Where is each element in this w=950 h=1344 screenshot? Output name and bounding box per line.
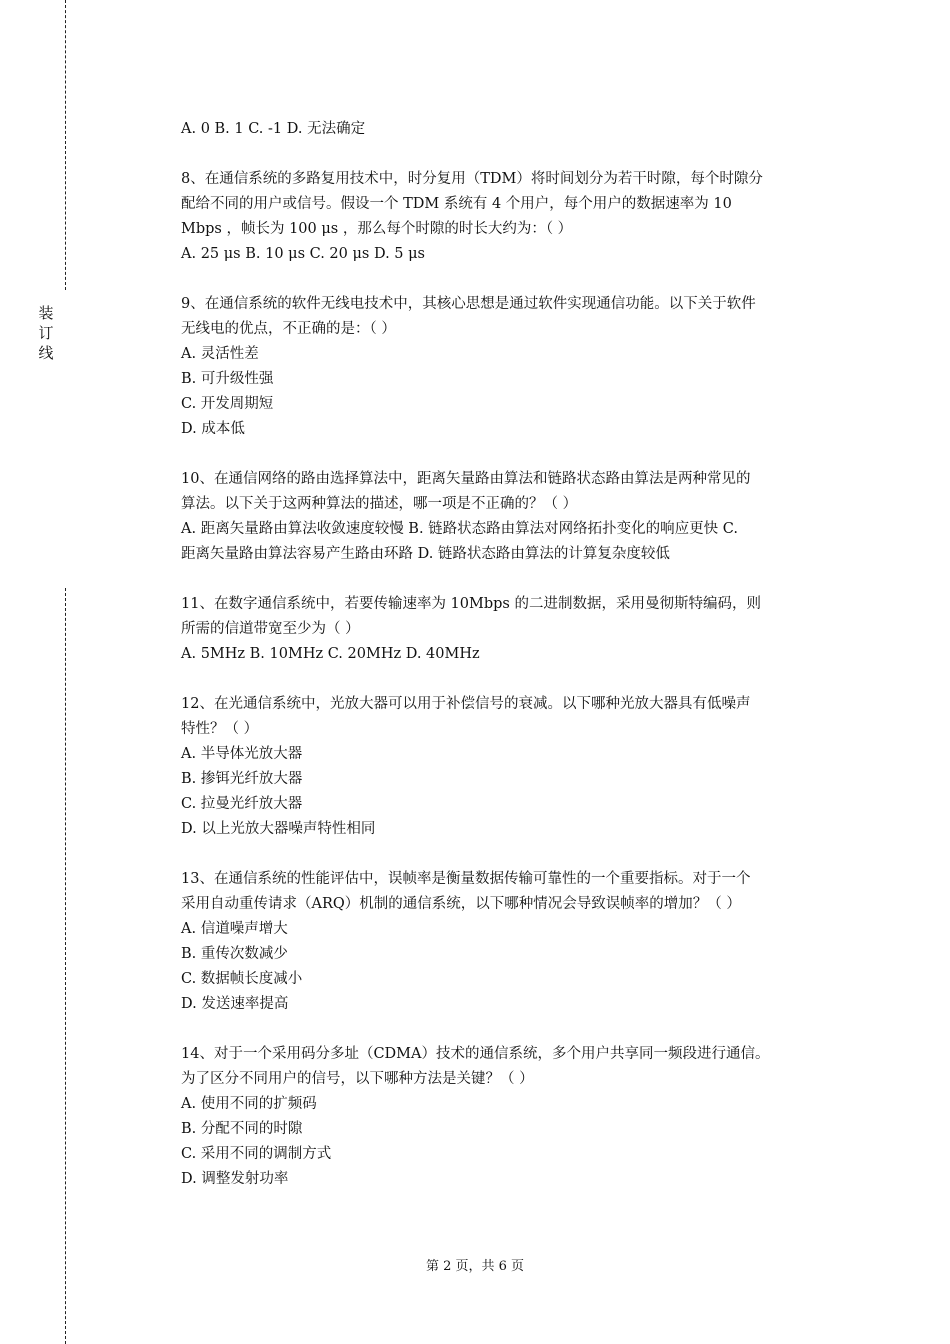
option-a: A. 灵活性差 bbox=[181, 346, 259, 362]
question-stem: 8、在通信系统的多路复用技术中，时分复用（TDM）将时间划分为若干时隙，每个时隙分 bbox=[181, 171, 763, 187]
question-9 bbox=[181, 292, 841, 442]
question-content bbox=[181, 117, 841, 1192]
q7-options: A. 0 B. 1 C. -1 D. 无法确定 bbox=[181, 121, 366, 137]
question-stem: 特性？（ ） bbox=[181, 721, 259, 737]
binding-label-text: 装 订 线 bbox=[38, 304, 54, 362]
question-options: A. 25 μs B. 10 μs C. 20 μs D. 5 μs bbox=[181, 246, 425, 262]
binding-label bbox=[37, 303, 55, 363]
spacer bbox=[181, 442, 841, 467]
spacer bbox=[181, 267, 841, 292]
option-b: B. 掺铒光纤放大器 bbox=[181, 771, 303, 787]
option-c: C. 拉曼光纤放大器 bbox=[181, 796, 303, 812]
spacer bbox=[181, 567, 841, 592]
question-stem: 算法。以下关于这两种算法的描述，哪一项是不正确的？（ ） bbox=[181, 496, 578, 512]
option-a: A. 信道噪声增大 bbox=[181, 921, 288, 937]
spacer bbox=[181, 842, 841, 867]
option-d: D. 成本低 bbox=[181, 421, 245, 437]
question-8 bbox=[181, 167, 841, 267]
option-a: A. 半导体光放大器 bbox=[181, 746, 303, 762]
question-10 bbox=[181, 467, 841, 567]
option-c: C. 采用不同的调制方式 bbox=[181, 1146, 332, 1162]
question-stem: 配给不同的用户或信号。假设一个 TDM 系统有 4 个用户，每个用户的数据速率为 10 bbox=[181, 196, 732, 212]
question-stem: Mbps ，帧长为 100 μs ，那么每个时隙的时长大约为：（ ） bbox=[181, 221, 573, 237]
spacer bbox=[181, 667, 841, 692]
question-options: A. 距离矢量路由算法收敛速度较慢 B. 链路状态路由算法对网络拓扑变化的响应更快 C. bbox=[181, 521, 738, 537]
option-c: C. 数据帧长度减小 bbox=[181, 971, 303, 987]
option-d: D. 发送速率提高 bbox=[181, 996, 289, 1012]
question-stem: 无线电的优点，不正确的是：（ ） bbox=[181, 321, 396, 337]
question-stem: 采用自动重传请求（ARQ）机制的通信系统，以下哪种情况会导致误帧率的增加？（ ） bbox=[181, 896, 741, 912]
question-stem: 14、对于一个采用码分多址（CDMA）技术的通信系统，多个用户共享同一频段进行通信。 bbox=[181, 1046, 770, 1062]
option-b: B. 分配不同的时隙 bbox=[181, 1121, 303, 1137]
question-12 bbox=[181, 692, 841, 842]
question-stem: 12、在光通信系统中，光放大器可以用于补偿信号的衰减。以下哪种光放大器具有低噪声 bbox=[181, 696, 751, 712]
question-stem: 为了区分不同用户的信号，以下哪种方法是关键？（ ） bbox=[181, 1071, 534, 1087]
question-stem: 10、在通信网络的路由选择算法中，距离矢量路由算法和链路状态路由算法是两种常见的 bbox=[181, 471, 751, 487]
question-stem: 9、在通信系统的软件无线电技术中，其核心思想是通过软件实现通信功能。以下关于软件 bbox=[181, 296, 756, 312]
option-b: B. 重传次数减少 bbox=[181, 946, 288, 962]
page-number: 第 2 页，共 6 页 bbox=[425, 1259, 525, 1274]
option-b: B. 可升级性强 bbox=[181, 371, 274, 387]
question-stem: 13、在通信系统的性能评估中，误帧率是衡量数据传输可靠性的一个重要指标。对于一个 bbox=[181, 871, 751, 887]
option-c: C. 开发周期短 bbox=[181, 396, 274, 412]
option-d: D. 调整发射功率 bbox=[181, 1171, 289, 1187]
question-11 bbox=[181, 592, 841, 667]
question-13 bbox=[181, 867, 841, 1017]
question-stem: 所需的信道带宽至少为（ ） bbox=[181, 621, 360, 637]
question-options: A. 5MHz B. 10MHz C. 20MHz D. 40MHz bbox=[181, 646, 480, 662]
question-stem: 11、在数字通信系统中，若要传输速率为 10Mbps 的二进制数据，采用曼彻斯特编码，则 bbox=[181, 596, 761, 612]
binding-line-bottom bbox=[65, 588, 66, 1344]
spacer bbox=[181, 1017, 841, 1042]
page-footer bbox=[0, 1257, 950, 1277]
option-d: D. 以上光放大器噪声特性相同 bbox=[181, 821, 376, 837]
question-14 bbox=[181, 1042, 841, 1192]
spacer bbox=[181, 142, 841, 167]
option-a: A. 使用不同的扩频码 bbox=[181, 1096, 317, 1112]
question-options: 距离矢量路由算法容易产生路由环路 D. 链路状态路由算法的计算复杂度较低 bbox=[181, 546, 670, 562]
binding-line-top bbox=[65, 0, 66, 290]
